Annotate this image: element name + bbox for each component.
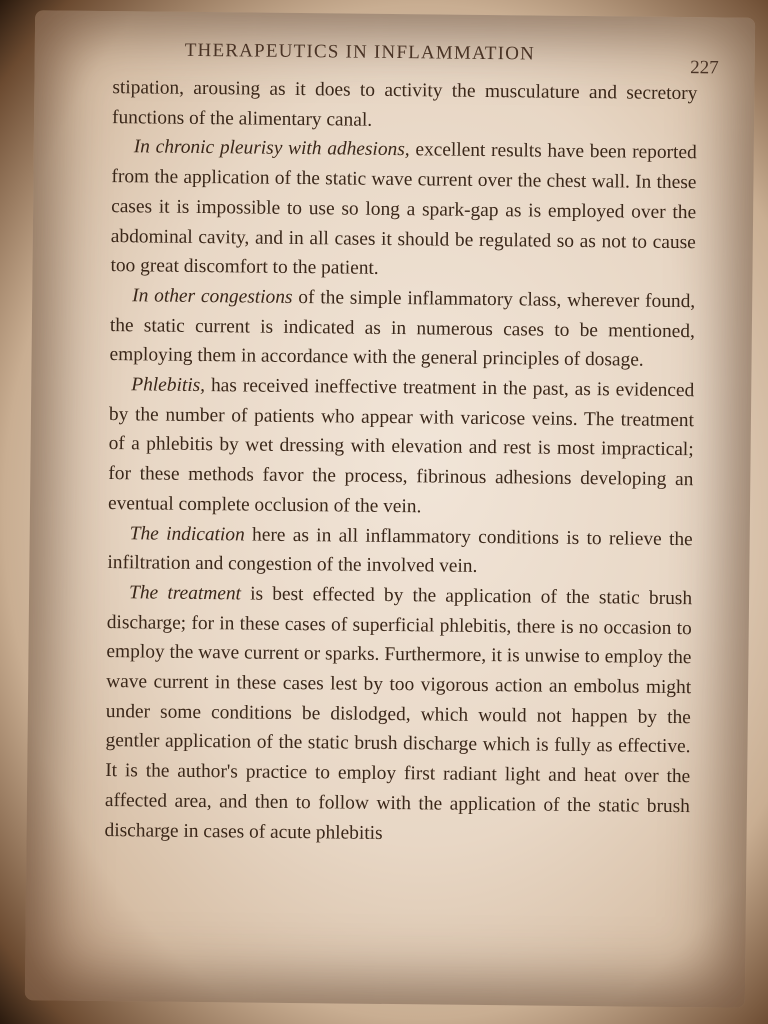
paragraph-lead: In chronic pleurisy with adhesions, (133, 136, 410, 161)
body-text (104, 73, 697, 851)
paragraph-text: here as in all inflammatory conditions is to relieve the infiltration and congestion of the involved vein. (107, 524, 693, 578)
paragraph-text: of the simple inflammatory class, wherever found, the static current is indicated as in numerous cases to be mentioned, employing them in accordance with the general principles of dosage. (109, 286, 696, 371)
paragraph-continuation (112, 73, 698, 139)
paragraph-text: stipation, arousing as it does to activity the musculature and secretory functions of the alimentary canal. (111, 77, 698, 131)
paragraph-text: excellent results have been reported from the application of the static wave current over the chest wall. In these cases it is impossible to use so long a spark-gap as is employed over the abdominal cavity, and in all cases it should be regulated so as not to cause too great discomfort to the patient. (110, 139, 697, 280)
paragraph-lead: The treatment (128, 582, 242, 605)
page-header (185, 32, 725, 78)
paragraph-lead: Phlebitis, (131, 374, 206, 397)
paragraph-lead: The indication (129, 522, 245, 546)
book-page (25, 10, 755, 1007)
paragraph-indication (107, 519, 693, 585)
paragraph-other-congestions (109, 281, 695, 376)
paragraph-lead: In other congestions (132, 285, 293, 308)
paragraph-text: is best effected by the application of the static brush discharge; for in these cases of superficial phlebitis, there is no occasion to employ the wave current or sparks. Furthermore, it is unwise to employ the wave current in these cases lest by too vigorous action an embolus might under some conditions be dislodged, which would not happen by the gentler application of the static brush discharge which is fully as effective. It is the author's practice to employ first radiant light and heat over the affected area, and then to follow with the application of the static brush discharge in cases of acute phlebitis (104, 583, 693, 844)
running-title: THERAPEUTICS IN INFLAMMATION (184, 39, 536, 65)
paragraph-phlebitis (108, 370, 695, 525)
page-number: 227 (690, 57, 719, 79)
paragraph-treatment (104, 578, 692, 851)
paragraph-chronic-pleurisy (110, 132, 697, 287)
paragraph-text: has received ineffective treatment in the past, as is evidenced by the number of patients who appear with varicose veins. The treatment of a phlebitis by wet dressing with elevation and rest is most impractical; for these methods favor the process, fibrinous adhesions developing an eventual complete occlusion of the vein. (107, 375, 695, 518)
